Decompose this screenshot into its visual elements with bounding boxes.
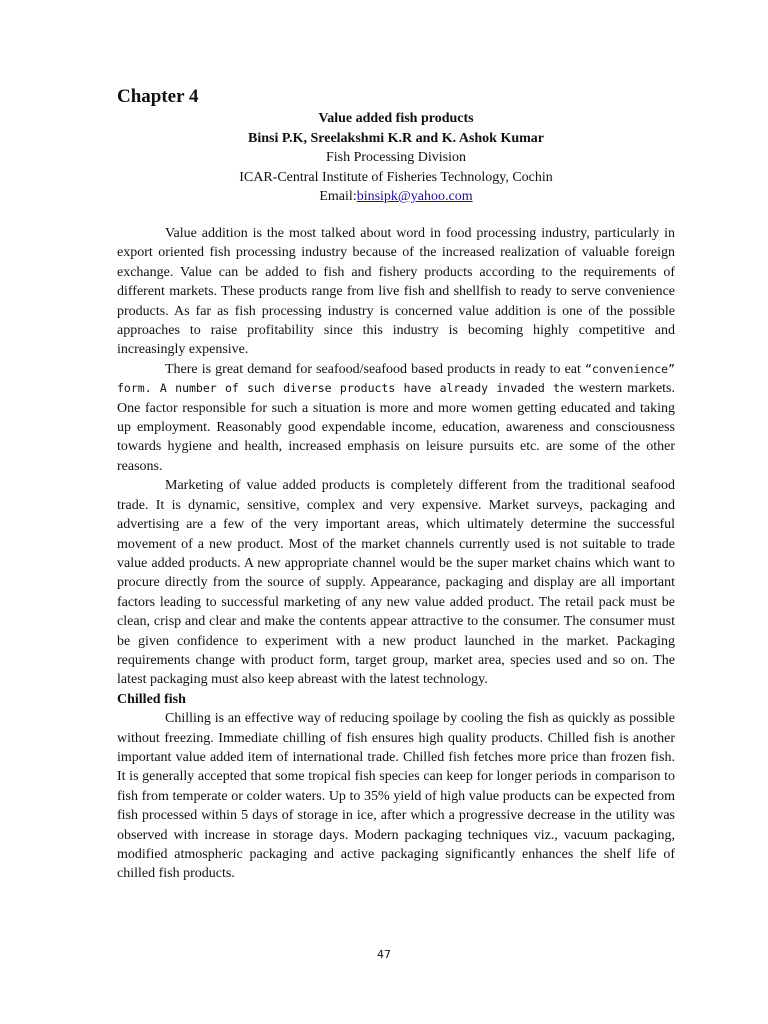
email-label: Email: (319, 189, 357, 204)
article-title: Value added fish products (318, 111, 474, 126)
institute: ICAR-Central Institute of Fisheries Technology, Cochin (239, 169, 553, 185)
chapter-heading: Chapter 4 (117, 86, 199, 107)
section-heading-chilled-fish: Chilled fish (117, 691, 186, 707)
paragraph-2-start: There is great demand for seafood/seafood based products in ready to eat (165, 361, 585, 377)
paragraph-1: Value addition is the most talked about word in food processing industry, particularly in export oriented fish processing industry because of the increased realization of valuable foreign exchange. Value can be added to fish and fishery products according to the requirements of different markets. These products range from live fish and shellfish to ready to serve convenience products. As far as fish processing industry is concerned value addition is one of the possible approaches to raise profitability since this industry is becoming highly competitive and increasingly expensive. (117, 226, 675, 358)
email-link[interactable]: binsipk@yahoo.com (356, 189, 473, 204)
paragraph-4: Chilling is an effective way of reducing spoilage by cooling the fish as quickly as possible without freezing. Immediate chilling of fish ensures high quality products. Chilled fish is another important value added item of international trade. Chilled fish fetches more price than frozen fish. It is generally accepted that some tropical fish species can keep for longer periods in comparison to fish from temperate or colder waters. Up to 35% yield of high value products can be expected from fish processed within 5 days of storage in ice, after which a progressive decrease in the utility was observed with increase in storage days. Modern packaging techniques viz., vacuum packaging, modified atmospheric packaging and active packaging significantly enhances the shelf life of chilled fish products. (117, 711, 675, 882)
paragraph-2-mono-segment: “convenience” form. A number of such diverse products have already invaded the (117, 361, 675, 396)
email-line (117, 187, 675, 207)
division: Fish Processing Division (325, 150, 466, 165)
paragraph-2 (117, 360, 675, 476)
article-header (117, 109, 675, 207)
body-text (117, 224, 675, 884)
page-number: 47 (377, 948, 391, 961)
paragraph-2-end: western markets. One factor responsible for such a situation is more and more women getting educated and taking up employment. Reasonably good expendable income, education, awareness and consciousness towards hygiene and health, increased emphasis on leisure pursuits etc. are some of the other reasons. (117, 381, 676, 474)
paragraph-3: Marketing of value added products is completely different from the traditional seafood trade. It is dynamic, sensitive, complex and very expensive. Market surveys, packaging and advertising are a few of the very important areas, which ultimately determine the successful movement of a new product. Most of the market channels currently used is not suitable to trade value added products. A new appropriate channel would be the super market chains which want to procure directly from the source of supply. Appearance, packaging and display are all important factors leading to successful marketing of any new value added product. The retail pack must be clean, crisp and clear and make the contents appear attractive to the consumer. The consumer must be given confidence to experiment with a new product launched in the market. Packaging requirements change with product form, target group, market area, species used and so on. The latest packaging must also keep abreast with the latest technology. (117, 478, 675, 688)
authors: Binsi P.K, Sreelakshmi K.R and K. Ashok Kumar (247, 130, 545, 146)
